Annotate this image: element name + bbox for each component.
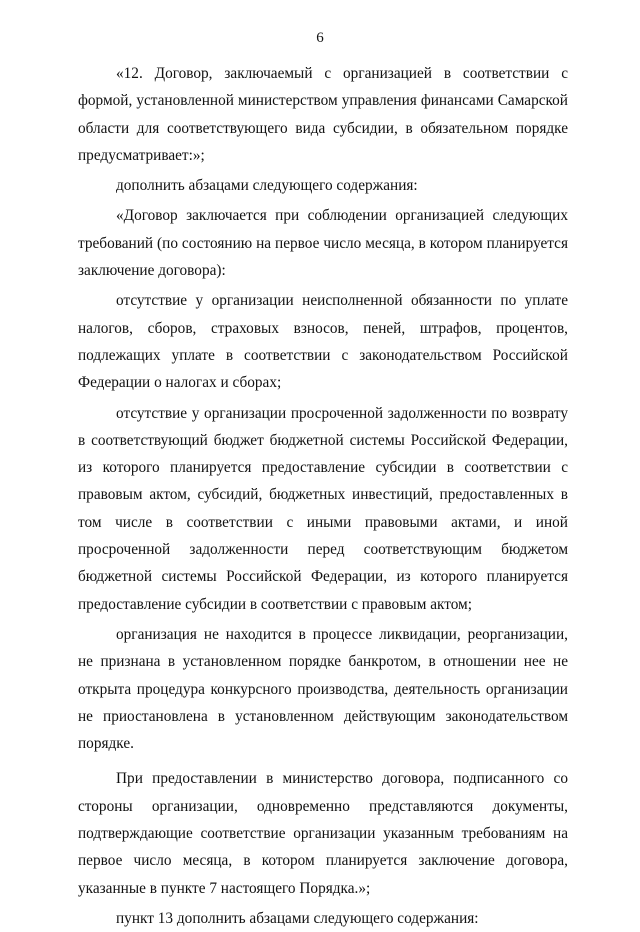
page-number: 6 <box>316 30 324 46</box>
paragraph-clause-12: «12. Договор, заключаемый с организацией в соответствии с формой, установленной министерством управления финансами Самарской области для соответствующего вида субсидии, в обязательном порядке предусматривает:»; <box>78 65 568 164</box>
paragraph-amend-instruction: дополнить абзацами следующего содержания: <box>116 177 418 195</box>
paragraph-contract-requirements: «Договор заключается при соблюдении организацией следующих требований (по состоянию на первое число месяца, в котором планируется заключение договора): <box>78 207 568 280</box>
paragraph-no-overdue-debt: отсутствие у организации просроченной задолженности по возврату в соответствующий бюджет бюджетной системы Российской Федерации, из которого планируется предоставление субсидии в соответствии с правовым актом, субсидий, бюджетных инвестиций, предоставленных в том числе в соответствии с иными правовыми актами, и иной просроченной задолженности перед соответствующим бюджетом бюджетной системы Российской Федерации, из которого планируется предоставление субсидии в соответствии с правовым актом; <box>78 404 568 613</box>
paragraph-not-liquidated: организация не находится в процессе ликвидации, реорганизации, не признана в установленном порядке банкротом, в отношении нее не открыта процедура конкурсного производства, деятельность организации не приостановлена в установленном действующим законодательством порядке. <box>78 625 568 753</box>
paragraph-documents-submission: При предоставлении в министерство договора, подписанного со стороны организации, одновременно представляются документы, подтверждающие соответствие организации указанным требованиям на первое число месяца, в котором планируется заключение договора, указанные в пункте 7 настоящего Порядка.»; <box>78 770 568 897</box>
document-body <box>78 60 568 932</box>
paragraph-clause-13-instruction: пункт 13 дополнить абзацами следующего содержания: <box>116 909 479 927</box>
paragraph-no-tax-debt: отсутствие у организации неисполненной обязанности по уплате налогов, сборов, страховых взносов, пеней, штрафов, процентов, подлежащих уплате в соответствии с законодательством Российской Федерации о налогах и сборах; <box>78 292 568 392</box>
